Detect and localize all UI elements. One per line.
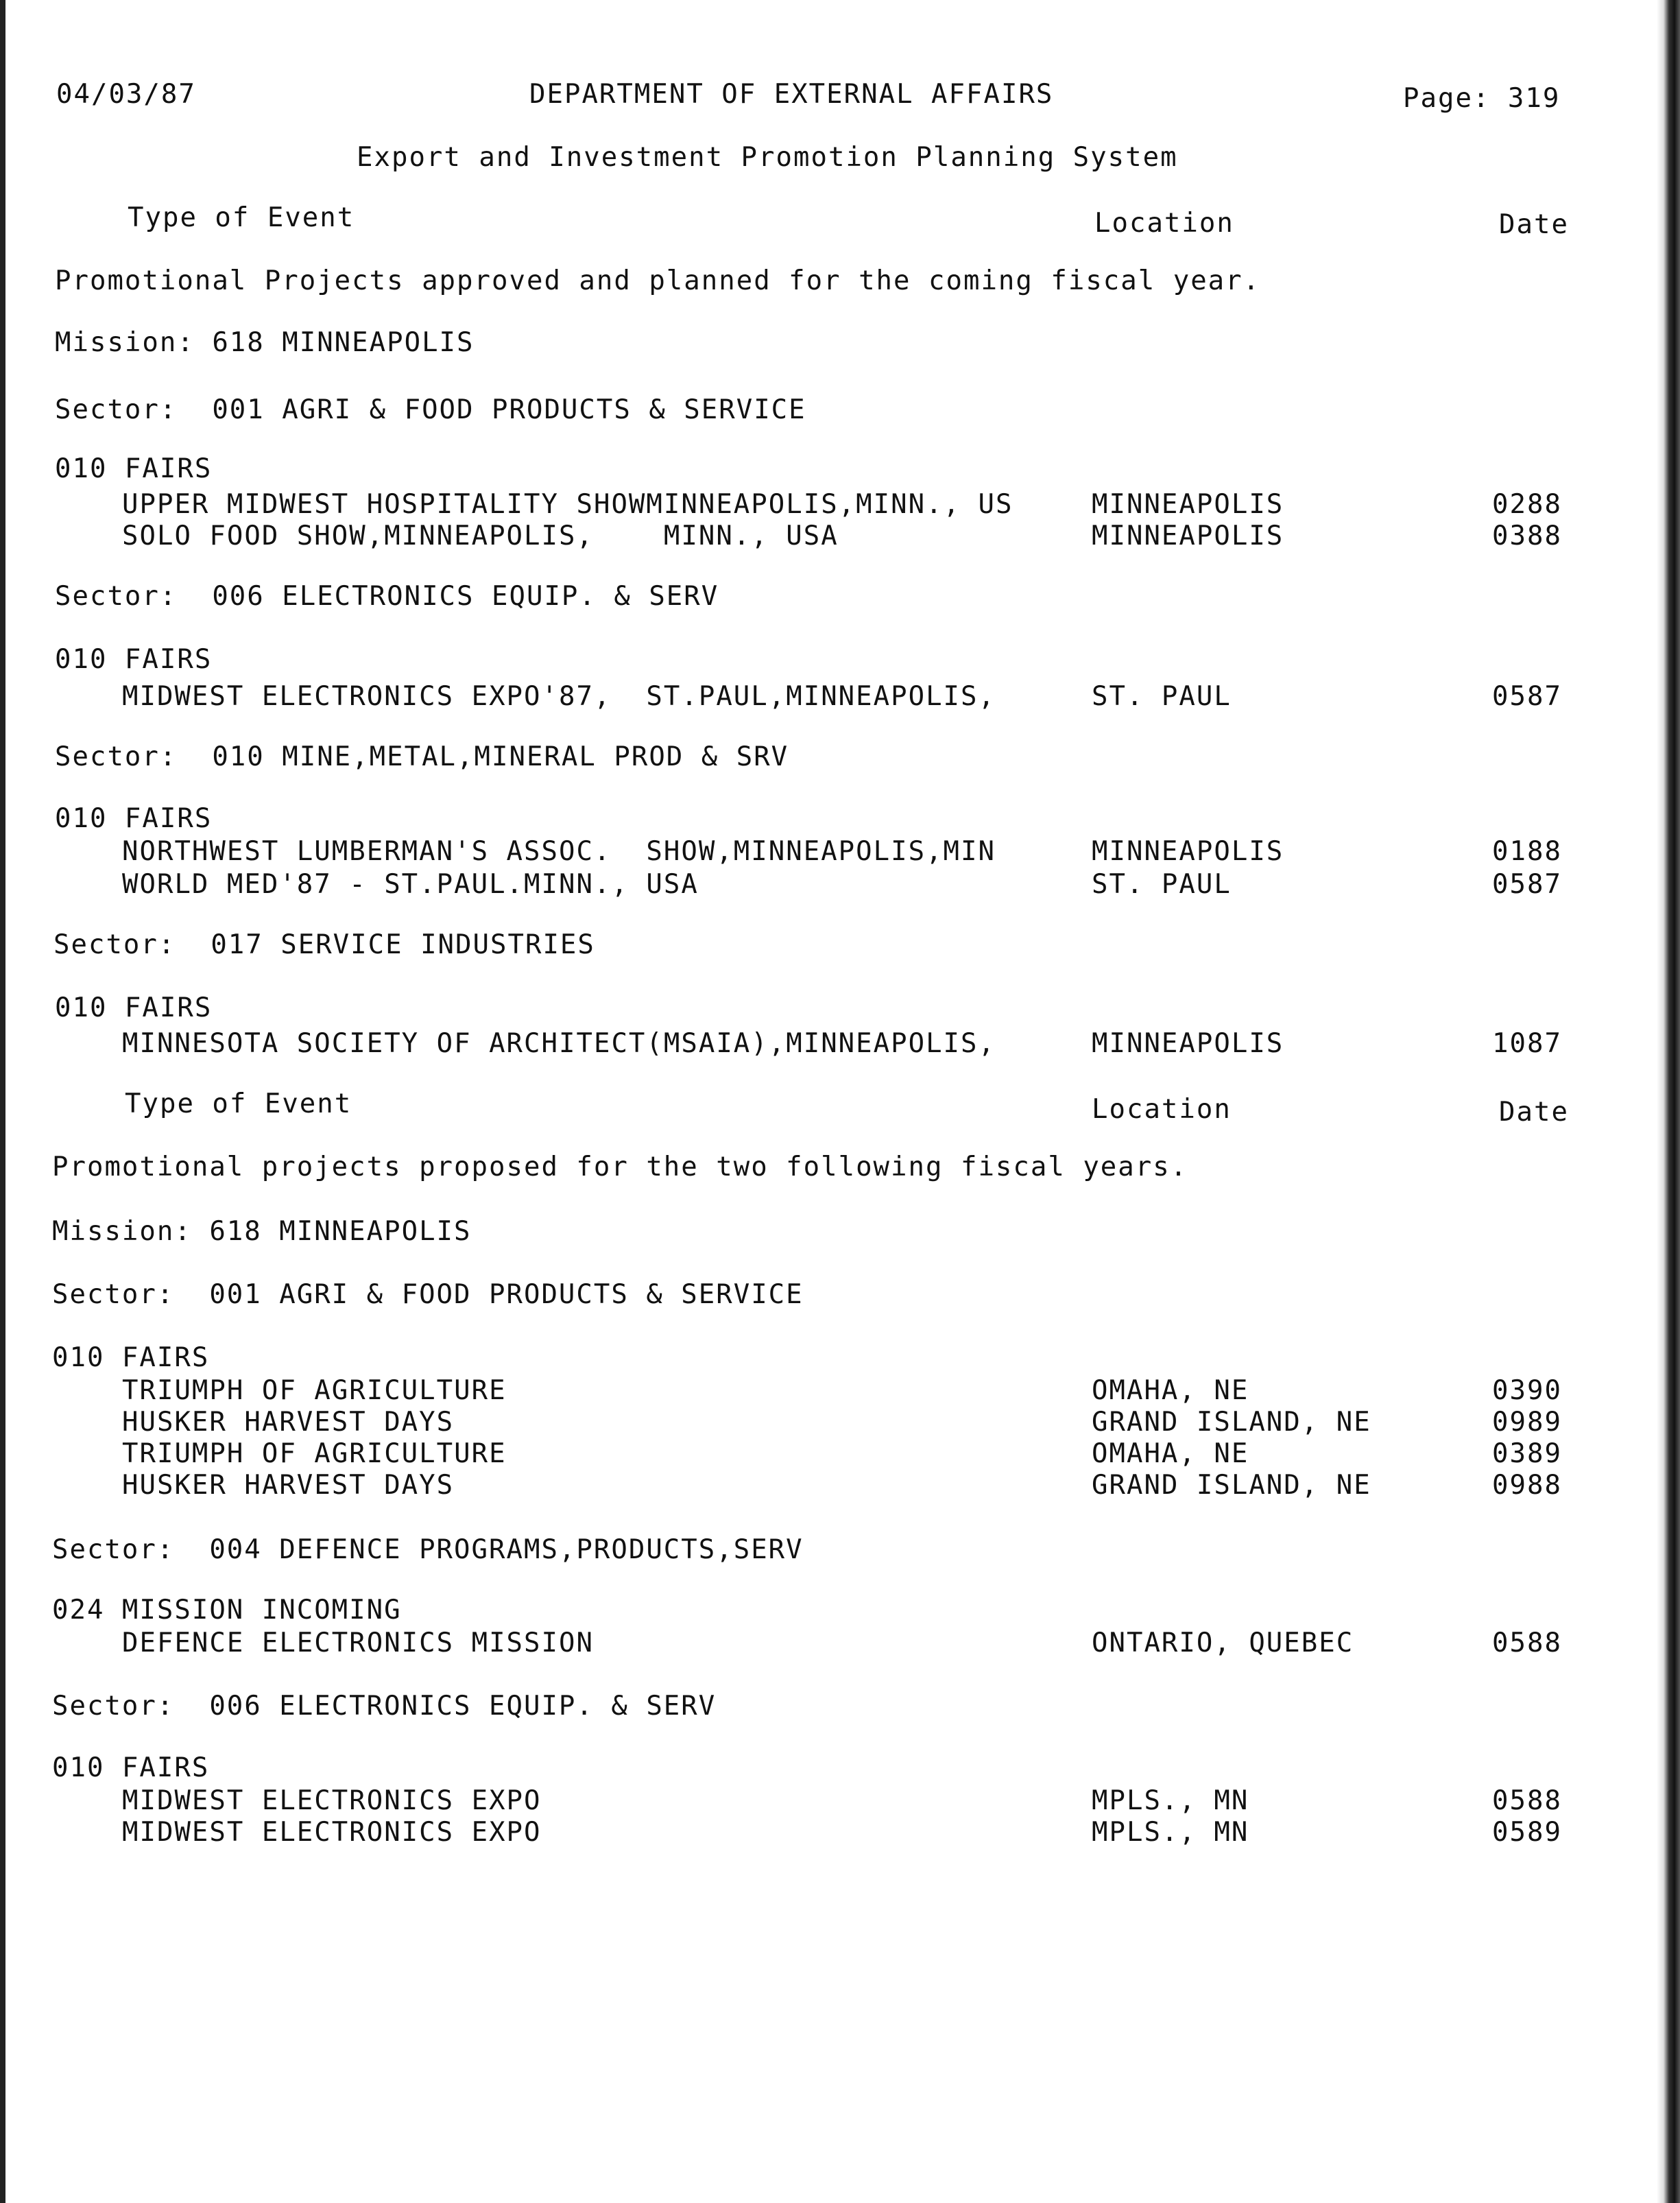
event-date: 0388 — [1492, 521, 1562, 551]
event-date: 0188 — [1492, 836, 1562, 867]
event-name: SOLO FOOD SHOW,MINNEAPOLIS, MINN., USA — [122, 521, 839, 551]
event-location: OMAHA, NE — [1092, 1438, 1249, 1469]
event-date: 0587 — [1492, 681, 1562, 712]
column-header-location: Location — [1092, 1094, 1232, 1125]
event-date: 0988 — [1492, 1470, 1562, 1501]
event-location: MPLS., MN — [1092, 1817, 1249, 1848]
category-label: 010 FAIRS — [55, 453, 213, 484]
event-date: 0588 — [1492, 1785, 1562, 1816]
event-location: GRAND ISLAND, NE — [1092, 1470, 1371, 1501]
sector-label: Sector: 017 SERVICE INDUSTRIES — [53, 929, 595, 960]
system-title: Export and Investment Promotion Planning System — [357, 142, 1178, 173]
table-row — [0, 871, 1646, 904]
event-name: MIDWEST ELECTRONICS EXPO'87, ST.PAUL,MINNEAPOLIS, — [122, 681, 996, 712]
column-header-date: Date — [1499, 209, 1569, 240]
event-date: 0390 — [1492, 1375, 1562, 1406]
event-name: TRIUMPH OF AGRICULTURE — [122, 1438, 507, 1469]
department-title: DEPARTMENT OF EXTERNAL AFFAIRS — [529, 79, 1054, 110]
event-date: 0989 — [1492, 1407, 1562, 1438]
event-date: 1087 — [1492, 1028, 1562, 1059]
table-row — [0, 1472, 1646, 1505]
event-location: MPLS., MN — [1092, 1785, 1249, 1816]
event-date: 0588 — [1492, 1628, 1562, 1658]
table-row — [0, 1440, 1646, 1473]
event-location: MINNEAPOLIS — [1092, 1028, 1284, 1059]
section-intro: Promotional projects proposed for the two following fiscal years. — [52, 1152, 1188, 1182]
column-header-location: Location — [1094, 208, 1234, 239]
column-header-event: Type of Event — [125, 1088, 352, 1119]
event-name: MIDWEST ELECTRONICS EXPO — [122, 1817, 542, 1848]
event-location: ONTARIO, QUEBEC — [1092, 1628, 1354, 1658]
table-row — [0, 1819, 1646, 1852]
category-label: 024 MISSION INCOMING — [52, 1595, 402, 1626]
table-row — [0, 1787, 1646, 1820]
table-row — [0, 1409, 1646, 1442]
column-header-date: Date — [1499, 1097, 1569, 1128]
event-location: OMAHA, NE — [1092, 1375, 1249, 1406]
category-label: 010 FAIRS — [55, 992, 213, 1023]
category-label: 010 FAIRS — [55, 803, 213, 834]
event-name: HUSKER HARVEST DAYS — [122, 1470, 455, 1501]
event-location: MINNEAPOLIS — [1092, 489, 1284, 520]
sector-label: Sector: 006 ELECTRONICS EQUIP. & SERV — [55, 581, 719, 612]
sector-label: Sector: 001 AGRI & FOOD PRODUCTS & SERVICE — [55, 394, 806, 425]
event-location: ST. PAUL — [1092, 869, 1232, 900]
table-row — [0, 683, 1646, 716]
table-row — [0, 1630, 1646, 1663]
event-date: 0389 — [1492, 1438, 1562, 1469]
sector-label: Sector: 010 MINE,METAL,MINERAL PROD & SRV — [55, 741, 789, 772]
column-header-row — [0, 1088, 1646, 1128]
table-row — [0, 1377, 1646, 1410]
table-row — [0, 523, 1646, 556]
table-row — [0, 1030, 1646, 1063]
sector-label: Sector: 006 ELECTRONICS EQUIP. & SERV — [52, 1691, 717, 1722]
category-label: 010 FAIRS — [52, 1752, 210, 1783]
table-row — [0, 838, 1646, 871]
section-intro: Promotional Projects approved and planned for the coming fiscal year. — [55, 265, 1261, 296]
sector-label: Sector: 004 DEFENCE PROGRAMS,PRODUCTS,SERV — [52, 1534, 804, 1565]
event-name: TRIUMPH OF AGRICULTURE — [122, 1375, 507, 1406]
event-name: MINNESOTA SOCIETY OF ARCHITECT(MSAIA),MINNEAPOLIS, — [122, 1028, 996, 1059]
event-date: 0288 — [1492, 489, 1562, 520]
page-number: Page: 319 — [1403, 83, 1561, 114]
event-name: UPPER MIDWEST HOSPITALITY SHOWMINNEAPOLIS,MINN., US — [122, 489, 1013, 520]
column-header-row — [0, 202, 1646, 240]
event-name: NORTHWEST LUMBERMAN'S ASSOC. SHOW,MINNEAPOLIS,MIN — [122, 836, 996, 867]
event-date: 0587 — [1492, 869, 1562, 900]
event-name: DEFENCE ELECTRONICS MISSION — [122, 1628, 594, 1658]
report-date: 04/03/87 — [56, 79, 196, 110]
category-label: 010 FAIRS — [55, 644, 213, 675]
event-name: HUSKER HARVEST DAYS — [122, 1407, 455, 1438]
category-label: 010 FAIRS — [52, 1342, 210, 1373]
table-row — [0, 491, 1646, 524]
event-location: ST. PAUL — [1092, 681, 1232, 712]
event-name: WORLD MED'87 - ST.PAUL.MINN., USA — [122, 869, 699, 900]
mission-label: Mission: 618 MINNEAPOLIS — [52, 1216, 472, 1247]
event-name: MIDWEST ELECTRONICS EXPO — [122, 1785, 542, 1816]
event-location: MINNEAPOLIS — [1092, 521, 1284, 551]
event-location: GRAND ISLAND, NE — [1092, 1407, 1371, 1438]
event-location: MINNEAPOLIS — [1092, 836, 1284, 867]
scan-right-edge — [1657, 0, 1680, 2203]
sector-label: Sector: 001 AGRI & FOOD PRODUCTS & SERVICE — [52, 1279, 804, 1310]
column-header-event: Type of Event — [128, 202, 355, 233]
event-date: 0589 — [1492, 1817, 1562, 1848]
mission-label: Mission: 618 MINNEAPOLIS — [55, 327, 475, 358]
